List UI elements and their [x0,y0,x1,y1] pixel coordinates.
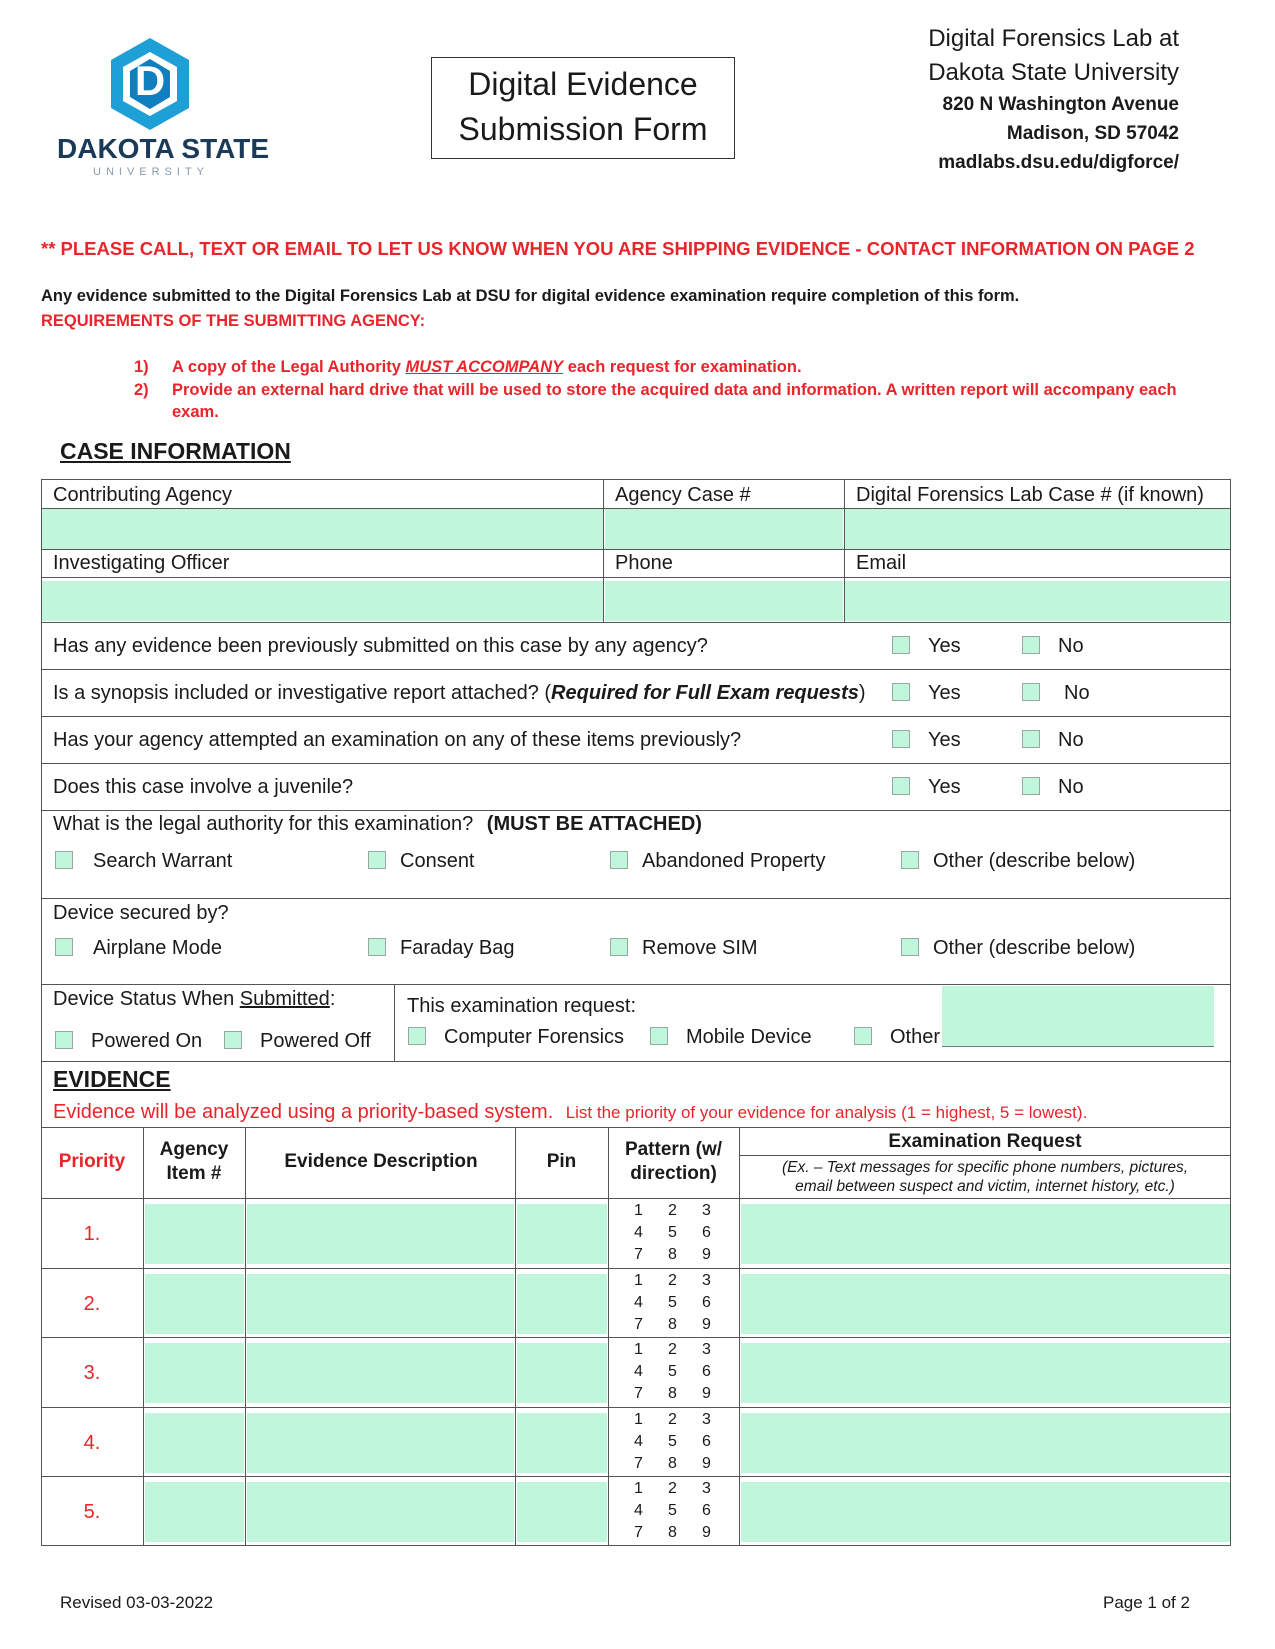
pattern-digit: 4 [634,1433,643,1450]
lab-case-label: Digital Forensics Lab Case # (if known) [856,484,1204,506]
legal-consent-checkbox[interactable] [368,851,386,869]
secured-airplane-checkbox[interactable] [55,938,73,956]
requirement-1-num: 1) [134,358,149,376]
q2-yes-label: Yes [928,682,961,704]
requirement-1-pre: A copy of the Legal Authority [172,358,406,376]
legal-other-checkbox[interactable] [901,851,919,869]
pattern-digit: 8 [668,1316,677,1333]
investigating-officer-label: Investigating Officer [53,552,230,574]
q3-no-checkbox[interactable] [1022,730,1040,748]
pattern-row [634,1500,736,1522]
legal-search-warrant-checkbox[interactable] [55,851,73,869]
q1-yes-option[interactable] [892,635,961,658]
requirement-2 [134,381,1177,400]
pattern-grid[interactable] [634,1270,736,1336]
secured-other-label: Other (describe below) [933,937,1136,959]
q2-yes-checkbox[interactable] [892,683,910,701]
pattern-digit: 3 [702,1341,711,1358]
pattern-row [634,1292,736,1314]
question-juvenile: Does this case involve a juvenile? [53,776,354,798]
pattern-row [634,1383,736,1405]
pattern-digit: 8 [668,1455,677,1472]
q2-no-checkbox[interactable] [1022,683,1040,701]
pattern-digit: 6 [702,1294,711,1311]
secured-airplane-label: Airplane Mode [93,937,222,959]
q4-yes-checkbox[interactable] [892,777,910,795]
evidence-description-field[interactable] [247,1413,514,1473]
secured-faraday-checkbox[interactable] [368,938,386,956]
examination-request-field[interactable] [741,1343,1230,1403]
exam-computer-option[interactable] [408,1026,624,1049]
agency-item-field[interactable] [145,1482,244,1542]
status-powered-off-label: Powered Off [260,1030,371,1052]
pattern-digit: 7 [634,1524,643,1541]
q2-post: ) [858,682,866,704]
legal-abandoned-property-checkbox[interactable] [610,851,628,869]
pattern-digit: 2 [668,1272,677,1289]
pattern-digit: 7 [634,1455,643,1472]
logo-sub: UNIVERSITY [93,166,210,178]
col-pattern-header-2: direction) [630,1163,717,1184]
secured-other-checkbox[interactable] [901,938,919,956]
pattern-digit: 1 [634,1341,643,1358]
pattern-digit: 2 [668,1202,677,1219]
requirement-2-line1: Provide an external hard drive that will be used to store the acquired data and information. A written report will accompany each [172,381,1177,399]
legal-consent-label: Consent [400,850,475,872]
pattern-digit: 2 [668,1480,677,1497]
pattern-digit: 7 [634,1246,643,1263]
pattern-digit: 7 [634,1316,643,1333]
pattern-row [634,1270,736,1292]
pattern-digit: 3 [702,1202,711,1219]
logo-letter: D [134,57,166,104]
q2-emph: Required for Full Exam requests [551,682,859,704]
pattern-row [634,1244,736,1266]
q2-no-label: No [1064,682,1090,704]
pattern-digit: 1 [634,1480,643,1497]
page-number: Page 1 of 2 [1103,1593,1190,1612]
examination-request-field[interactable] [741,1482,1230,1542]
col-agency-item-header-1: Agency [159,1139,229,1160]
q3-yes-option[interactable] [892,729,961,752]
requirement-1 [134,358,802,377]
pattern-digit: 9 [702,1246,711,1263]
device-status-underlined: Submitted [239,988,330,1010]
device-status-pre: Device Status When [53,988,240,1010]
pattern-digit: 9 [702,1455,711,1472]
evidence-note-a: Evidence will be analyzed using a priority-based system. [53,1101,554,1123]
pattern-digit: 6 [702,1433,711,1450]
pattern-digit: 6 [702,1363,711,1380]
agency-item-field[interactable] [145,1274,244,1334]
col-agency-item-header-2: Item # [166,1163,222,1184]
exam-other-field[interactable] [942,986,1214,1047]
agency-item-field[interactable] [145,1343,244,1403]
exam-computer-label: Computer Forensics [444,1026,625,1048]
agency-item-field[interactable] [145,1204,244,1264]
pattern-digit: 5 [668,1294,677,1311]
pin-field[interactable] [517,1204,607,1264]
pattern-row [634,1522,736,1544]
col-exam-note-2: email between suspect and victim, internet history, etc.) [795,1178,1175,1195]
form-title-box [431,57,735,159]
status-powered-on-label: Powered On [91,1030,203,1052]
q2-yes-option[interactable] [892,682,961,705]
pattern-digit: 5 [668,1224,677,1241]
pattern-digit: 2 [668,1341,677,1358]
q1-no-checkbox[interactable] [1022,636,1040,654]
logo-name: DAKOTA STATE [57,133,270,164]
contributing-agency-field[interactable] [42,509,603,549]
pattern-row [634,1200,736,1222]
q3-yes-label: Yes [928,729,961,751]
legal-abandoned-property-label: Abandoned Property [642,850,826,872]
legal-authority-question [53,813,702,836]
pin-field[interactable] [517,1482,607,1542]
q1-yes-checkbox[interactable] [892,636,910,654]
pattern-row [634,1431,736,1453]
question-attempted-exam: Has your agency attempted an examination on any of these items previously? [53,729,742,751]
evidence-description-field[interactable] [247,1204,514,1264]
pattern-grid[interactable] [634,1339,736,1405]
exam-mobile-label: Mobile Device [686,1026,812,1048]
email-field[interactable] [845,581,1230,621]
secured-remove-sim-option[interactable] [610,937,758,960]
pattern-digit: 1 [634,1411,643,1428]
legal-search-warrant-option[interactable] [55,850,232,873]
secured-faraday-label: Faraday Bag [400,937,515,959]
legal-abandoned-property-option[interactable] [610,850,825,873]
pin-field[interactable] [517,1413,607,1473]
secured-remove-sim-label: Remove SIM [642,937,758,959]
q3-no-label: No [1058,729,1084,751]
exam-mobile-option[interactable] [650,1026,812,1049]
examination-request-field[interactable] [741,1274,1230,1334]
evidence-heading: EVIDENCE [53,1066,171,1092]
pattern-grid[interactable] [634,1200,736,1266]
pattern-row [634,1409,736,1431]
q1-no-option[interactable] [1022,635,1084,658]
secured-airplane-option[interactable] [55,937,222,960]
status-powered-off-checkbox[interactable] [224,1031,242,1049]
pin-field[interactable] [517,1274,607,1334]
legal-authority-label: What is the legal authority for this examination? [53,813,474,835]
pattern-digit: 9 [702,1524,711,1541]
address-street: 820 N Washington Avenue [942,94,1179,115]
evidence-description-field[interactable] [247,1343,514,1403]
exam-mobile-checkbox[interactable] [650,1027,668,1045]
pattern-digit: 1 [634,1202,643,1219]
investigating-officer-field[interactable] [42,581,603,621]
secured-other-option[interactable] [901,937,1135,960]
q4-no-option[interactable] [1022,776,1084,799]
device-secured-question: Device secured by? [53,902,229,924]
q2-no-option[interactable] [1022,682,1090,705]
q3-yes-checkbox[interactable] [892,730,910,748]
examination-request-field[interactable] [741,1413,1230,1473]
pattern-digit: 4 [634,1294,643,1311]
pattern-grid[interactable] [634,1478,736,1544]
priority-number: 1. [83,1223,101,1245]
agency-case-label: Agency Case # [615,484,751,506]
pattern-grid[interactable] [634,1409,736,1475]
q3-no-option[interactable] [1022,729,1084,752]
form-title-line2: Submission Form [458,111,708,147]
col-exam-header: Examination Request [888,1131,1082,1152]
col-pin-header: Pin [546,1151,577,1172]
pattern-digit: 5 [668,1363,677,1380]
priority-number: 2. [83,1293,101,1315]
pattern-digit: 4 [634,1224,643,1241]
col-pattern-header-1: Pattern (w/ [624,1139,723,1160]
pattern-row [634,1339,736,1361]
pattern-row [634,1314,736,1336]
q4-no-label: No [1058,776,1084,798]
phone-field[interactable] [605,581,843,621]
requirement-2-num: 2) [134,381,149,399]
requirement-2-cont: exam. [172,403,219,421]
pattern-digit: 2 [668,1411,677,1428]
lab-case-field[interactable] [845,509,1230,549]
pattern-digit: 1 [634,1272,643,1289]
pattern-row [634,1222,736,1244]
legal-consent-option[interactable] [368,850,475,873]
pattern-digit: 9 [702,1385,711,1402]
col-priority-header: Priority [58,1151,126,1172]
legal-search-warrant-label: Search Warrant [93,850,233,872]
legal-other-option[interactable] [901,850,1135,873]
pattern-digit: 8 [668,1524,677,1541]
pattern-digit: 4 [634,1502,643,1519]
priority-number: 5. [83,1501,101,1523]
examination-request-field[interactable] [741,1204,1230,1264]
evidence-description-field[interactable] [247,1274,514,1334]
lab-website[interactable]: madlabs.dsu.edu/digforce/ [938,152,1179,173]
exam-request-question: This examination request: [407,995,637,1017]
phone-label: Phone [615,552,673,574]
case-info-heading: CASE INFORMATION [60,438,291,464]
exam-computer-checkbox[interactable] [408,1027,426,1045]
exam-other-label: Other [890,1026,941,1048]
col-description-header: Evidence Description [284,1151,478,1172]
q1-yes-label: Yes [928,635,961,657]
exam-other-option[interactable] [854,1026,940,1049]
pin-field[interactable] [517,1343,607,1403]
priority-number: 3. [83,1362,101,1384]
dsu-logo [55,35,270,185]
contributing-agency-label: Contributing Agency [53,484,233,506]
status-powered-on-option[interactable] [55,1030,202,1053]
requirement-1-post: each request for examination. [563,358,802,376]
status-powered-off-option[interactable] [224,1030,371,1053]
revised-date: Revised 03-03-2022 [60,1593,214,1612]
pattern-digit: 3 [702,1480,711,1497]
intro-text: Any evidence submitted to the Digital Forensics Lab at DSU for digital evidence examination require completion of this form. [41,287,1020,305]
shipping-notice: ** PLEASE CALL, TEXT OR EMAIL TO LET US KNOW WHEN YOU ARE SHIPPING EVIDENCE - CONTACT INFORMATION ON PAGE 2 [41,238,1195,259]
q4-no-checkbox[interactable] [1022,777,1040,795]
pattern-digit: 3 [702,1272,711,1289]
pattern-digit: 8 [668,1246,677,1263]
legal-other-label: Other (describe below) [933,850,1136,872]
evidence-description-field[interactable] [247,1482,514,1542]
address-city: Madison, SD 57042 [1006,123,1179,144]
requirements-title: REQUIREMENTS OF THE SUBMITTING AGENCY: [41,312,426,330]
pattern-row [634,1453,736,1475]
device-status-question [53,988,335,1011]
legal-authority-note: (MUST BE ATTACHED) [486,813,702,835]
evidence-note-b: List the priority of your evidence for analysis (1 = highest, 5 = lowest). [565,1103,1088,1122]
secured-remove-sim-checkbox[interactable] [610,938,628,956]
q4-yes-label: Yes [928,776,961,798]
status-powered-on-checkbox[interactable] [55,1031,73,1049]
evidence-note [53,1101,1087,1124]
pattern-row [634,1478,736,1500]
exam-other-checkbox[interactable] [854,1027,872,1045]
pattern-digit: 5 [668,1433,677,1450]
agency-case-field[interactable] [605,509,843,549]
agency-item-field[interactable] [145,1413,244,1473]
q2-pre: Is a synopsis included or investigative report attached? ( [53,682,552,704]
lab-name-line1: Digital Forensics Lab at [928,25,1179,52]
pattern-digit: 7 [634,1385,643,1402]
q1-no-label: No [1058,635,1084,657]
form-title-line1: Digital Evidence [468,66,698,102]
email-label: Email [856,552,907,574]
question-previous-submission: Has any evidence been previously submitted on this case by any agency? [53,635,708,657]
pattern-digit: 9 [702,1316,711,1333]
lab-address [928,22,1179,177]
pattern-digit: 3 [702,1411,711,1428]
pattern-digit: 8 [668,1385,677,1402]
question-synopsis [53,682,866,705]
pattern-digit: 4 [634,1363,643,1380]
pattern-digit: 5 [668,1502,677,1519]
lab-name-line2: Dakota State University [928,59,1179,86]
q4-yes-option[interactable] [892,776,961,799]
pattern-digit: 6 [702,1502,711,1519]
secured-faraday-option[interactable] [368,937,515,960]
device-status-post: : [329,988,336,1010]
priority-number: 4. [83,1432,101,1454]
pattern-row [634,1361,736,1383]
requirement-1-emph: MUST ACCOMPANY [405,358,564,376]
col-exam-note-1: (Ex. – Text messages for specific phone numbers, pictures, [781,1159,1189,1176]
pattern-digit: 6 [702,1224,711,1241]
